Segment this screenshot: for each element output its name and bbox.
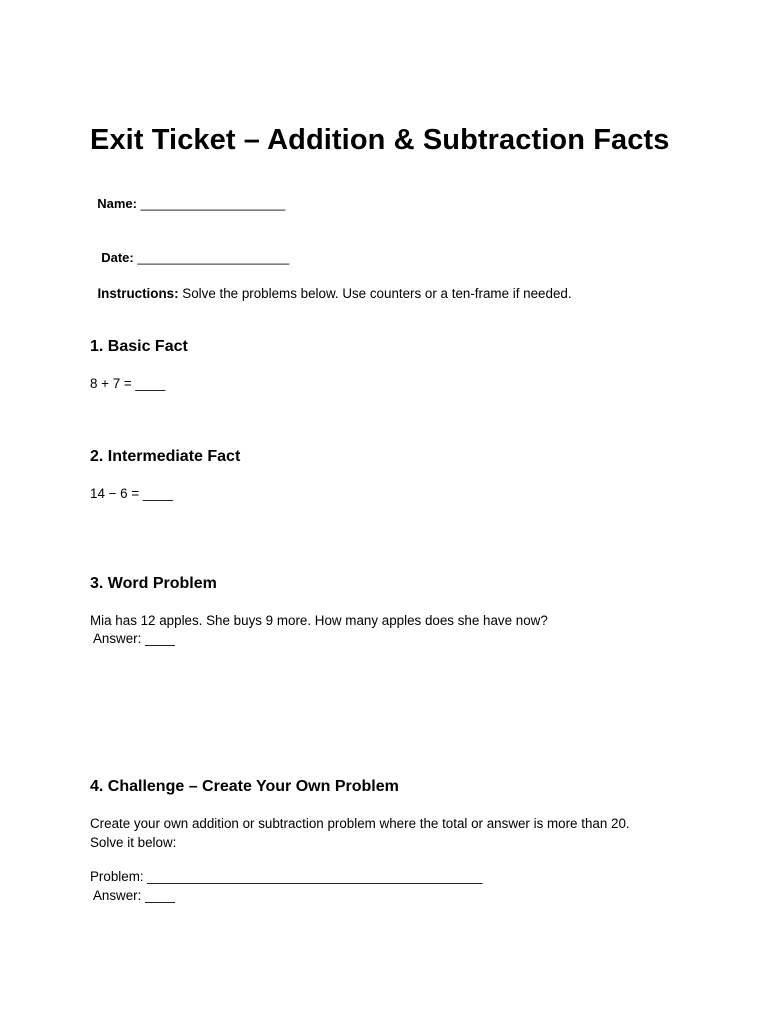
problem-2-equation: 14 − 6 = ____: [90, 486, 173, 501]
name-label: Name:: [97, 196, 137, 211]
page-title: Exit Ticket – Addition & Subtraction Facts: [90, 124, 670, 156]
problem-3-answer[interactable]: Answer: ____: [90, 631, 175, 646]
problem-1-equation: 8 + 7 = ____: [90, 376, 166, 391]
problem-3-question: Mia has 12 apples. She buys 9 more. How many apples does she have now?: [90, 613, 548, 628]
problem-4-prompt-line-2: Solve it below:: [90, 835, 177, 850]
date-label: Date:: [101, 250, 134, 265]
problem-1-heading: 1. Basic Fact: [90, 338, 188, 355]
instructions-text: Solve the problems below. Use counters or a ten-frame if needed.: [182, 286, 572, 301]
date-field[interactable]: [94, 231, 289, 267]
instructions-label: Instructions:: [97, 286, 179, 301]
name-blank[interactable]: ____________________: [140, 196, 286, 211]
problem-3-heading: 3. Word Problem: [90, 575, 217, 592]
problem-2-heading: 2. Intermediate Fact: [90, 448, 241, 465]
date-blank[interactable]: _____________________: [137, 250, 290, 265]
instructions: [90, 265, 572, 303]
problem-4-answer-line[interactable]: Answer: ____: [90, 888, 175, 903]
problem-4-prompt-line-1: Create your own addition or subtraction problem where the total or answer is more than 20.: [90, 816, 630, 831]
problem-4-heading: 4. Challenge – Create Your Own Problem: [90, 778, 399, 795]
problem-4-problem-line[interactable]: Problem: _____________________________________________: [90, 869, 483, 884]
name-field[interactable]: [90, 177, 285, 213]
